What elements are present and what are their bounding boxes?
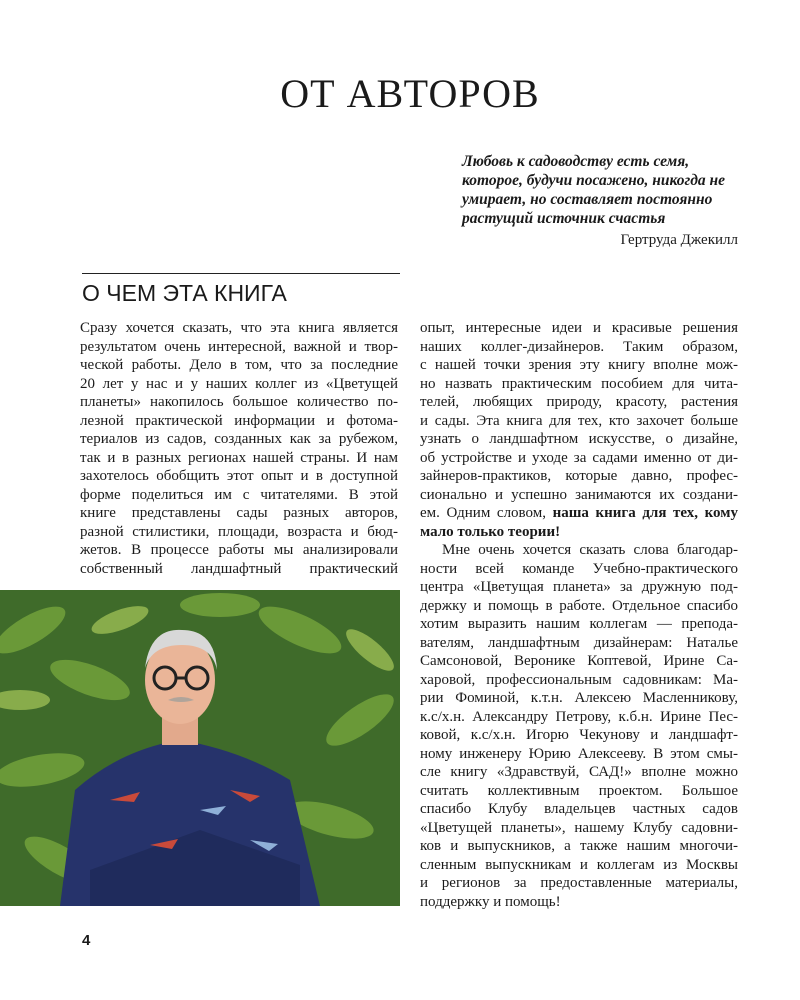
text-line: ковой, к.с/х.н. Игорю Чекунову и ландшафт- [420, 727, 738, 743]
text-line: сленным выпускникам и коллегам из Москвы [420, 856, 738, 873]
text-line: об устройстве и уходе за садами именно от ди- [420, 449, 738, 466]
right-column [420, 319, 738, 911]
text-line: териалов из садов, созданных как за рубежом, [80, 431, 398, 447]
epigraph-author: Гертруда Джекилл [620, 232, 738, 248]
text-line: с нашей точки зрения эту книгу вполне мож- [420, 357, 738, 373]
text-line: узнать о ландшафтном искусстве, о дизайне, [420, 431, 738, 447]
epigraph [440, 152, 738, 228]
epigraph-line: умирает, но составляет постоянно [462, 191, 713, 208]
text-line: поддержку и помощь! [420, 893, 561, 910]
left-column [80, 319, 398, 578]
text-line: мало только теории! [420, 523, 561, 540]
text-line: и сады. Эта книга для тех, кто захочет больше [420, 412, 738, 429]
text-line: но назвать практическим пособием для чита- [420, 375, 738, 392]
text-line: собственный ландшафтный практический [80, 560, 398, 577]
text-line: считать коллективным проектом. Большое [420, 782, 738, 799]
text-line: рии Фоминой, к.т.н. Алексею Масленникову, [420, 690, 738, 706]
text-line: зайнеров-практиков, которые давно, профес- [420, 468, 738, 484]
text-line: к.с/х.н. Александру Петрову, к.б.н. Ирине Пес- [420, 708, 738, 725]
epigraph-line: которое, будучи посажено, никогда не [462, 172, 726, 189]
text-line: разной стилистики, площади, возраста и бюд- [80, 523, 398, 540]
epigraph-line: Любовь к садоводству есть семя, [462, 153, 690, 170]
text-line: жетов. В процессе работы мы анализировали [80, 542, 398, 558]
text-line: вателям, ландшафтным дизайнерам: Наталье [420, 634, 738, 651]
text-line: результатом очень интересной, важной и твор- [80, 338, 398, 355]
bold-text: наша книга для тех, кому [552, 505, 738, 521]
text-line: сионально и успешно занимаются их создани- [420, 486, 738, 503]
text-line: ному инженеру Юрию Алексееву. В этом смы- [420, 745, 738, 762]
text-line: «Цветущей планеты», нашему Клубу садовни- [420, 819, 738, 836]
text-line: центра «Цветущая планета» за дружную под- [420, 579, 738, 595]
text-line: наших коллег-дизайнеров. Таким образом, [420, 338, 738, 355]
text-line: Самсоновой, Веронике Коптевой, Ирине Са- [420, 653, 738, 669]
text-line: держку и помощь в работе. Отдельное спасибо [420, 597, 738, 614]
section-heading: О ЧЕМ ЭТА КНИГА [82, 280, 287, 306]
text-line: сле книгу «Здравствуй, САД!» вполне можно [420, 764, 738, 780]
heading-rule [82, 273, 400, 274]
text-line: опыт, интересные идеи и красивые решения [420, 320, 738, 336]
text-line: и регионов за предоставленные материалы, [420, 875, 738, 891]
text-line: лезной практической информации и фотома- [80, 412, 398, 429]
text-line: харовой, профессиональным садовникам: Ма- [420, 671, 738, 688]
text-line: захотелось обобщить этот опыт и в доступной [80, 468, 398, 484]
text-line: книге представлены сады разных авторов, [80, 505, 398, 521]
text-line: форме поделиться им с читателями. В этой [80, 486, 398, 503]
text-line: хотим выразить нашим коллегам — препода- [420, 616, 738, 632]
text-line: 20 лет у нас и у наших коллег из «Цветущей [80, 375, 398, 392]
text-span: ем. Одним словом, [420, 505, 553, 521]
text-line: спасибо Клубу владельцев частных садов [420, 801, 738, 817]
author-photo [0, 590, 400, 906]
text-line: планеты» накопилось большое количество по- [80, 394, 398, 410]
text-line: ности всей команде Учебно-практического [420, 560, 738, 577]
text-line: телей, любящих природу, красоту, растения [420, 394, 738, 410]
text-line: Мне очень хочется сказать слова благодар- [442, 542, 738, 558]
text-line: так и в разных регионах нашей страны. И нам [80, 449, 398, 466]
text-line: ческой работы. Дело в том, что за последние [80, 357, 398, 373]
text-line [420, 504, 738, 523]
page-number: 4 [82, 932, 91, 949]
text-line: Сразу хочется сказать, что эта книга является [80, 320, 398, 336]
epigraph-line: растущий источник счастья [462, 210, 666, 227]
text-line: ков и выпускников, а также нашим многочи- [420, 838, 738, 854]
page-title: ОТ АВТОРОВ [280, 71, 540, 116]
